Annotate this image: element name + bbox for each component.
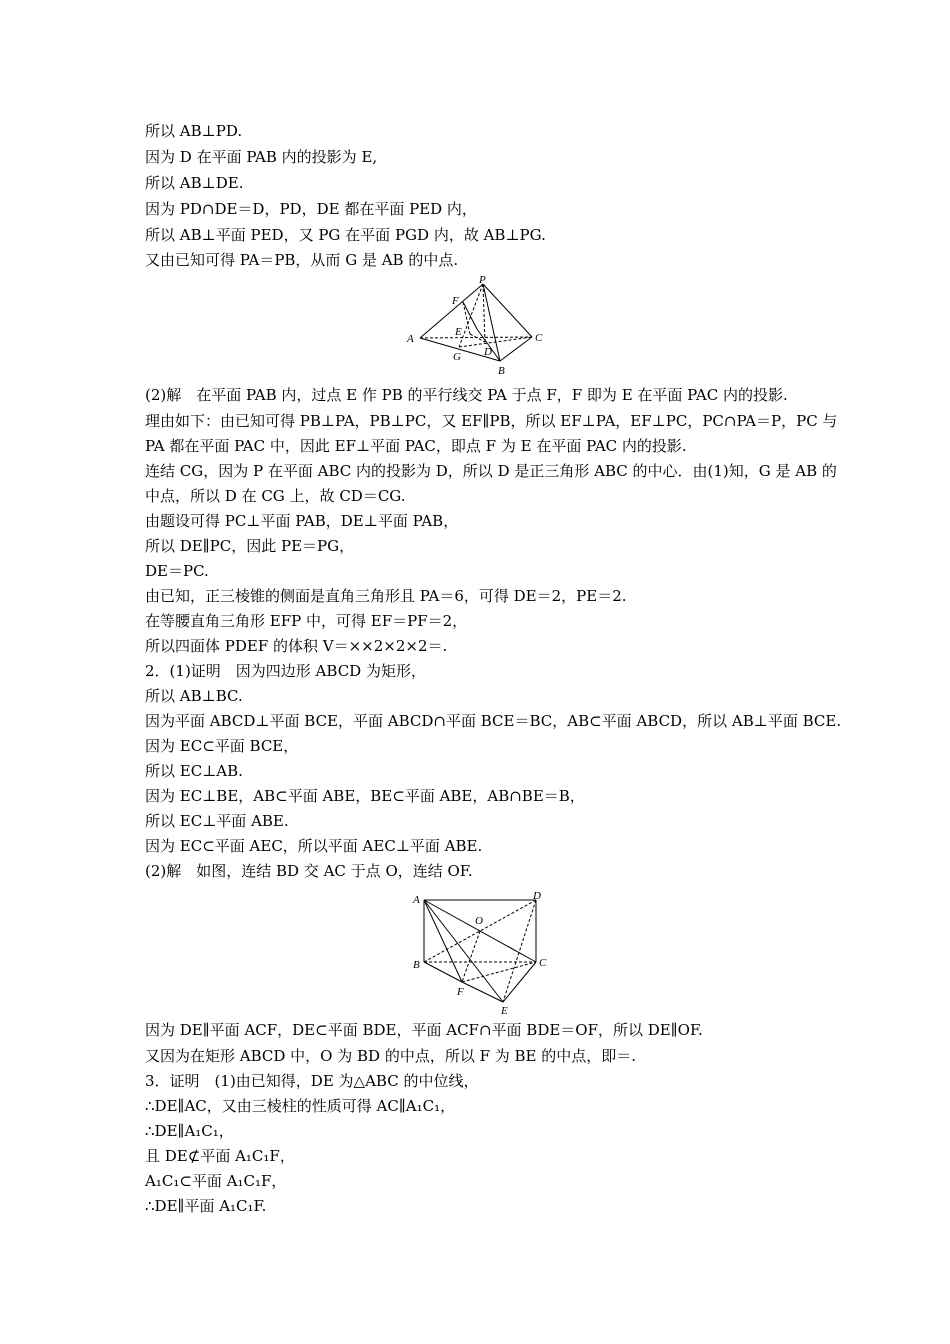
label-A: A (407, 333, 414, 345)
label-F: F (452, 295, 459, 307)
label-F: F (457, 986, 464, 998)
pyramid-figure (400, 274, 550, 380)
text-line: 因为 EC⊂平面 BCE， (145, 737, 299, 755)
text-line: ∴DE∥AC，又由三棱柱的性质可得 AC∥A₁C₁， (145, 1097, 456, 1115)
text-line: 所以 EC⊥平面 ABE. (145, 812, 289, 830)
text-line: 又因为在矩形 ABCD 中，O 为 BD 的中点，所以 F 为 BE 的中点，即＝. (145, 1047, 637, 1065)
text-line: 所以四面体 PDEF 的体积 V＝××2×2×2＝. (145, 637, 448, 655)
text-line: A₁C₁⊂平面 A₁C₁F， (145, 1172, 287, 1190)
text-line: 且 DE⊄平面 A₁C₁F， (145, 1147, 295, 1165)
label-P: P (479, 274, 486, 286)
label-C: C (535, 332, 543, 344)
text-line: 又由已知可得 PA＝PB，从而 G 是 AB 的中点. (145, 251, 459, 269)
text-line: 因为 DE∥平面 ACF，DE⊂平面 BDE，平面 ACF∩平面 BDE＝OF，所以 DE∥OF. (145, 1021, 703, 1039)
text-line: 因为 EC⊥BE，AB⊂平面 ABE，BE⊂平面 ABE，AB∩BE＝B， (145, 787, 585, 805)
text-line: (2)解 如图，连结 BD 交 AC 于点 O，连结 OF. (145, 862, 473, 880)
label-B: B (498, 365, 505, 377)
text-line: 中点，所以 D 在 CG 上，故 CD＝CG. (145, 487, 406, 505)
rectangle-figure (405, 888, 555, 1018)
text-line: 所以 AB⊥DE. (145, 174, 244, 192)
text-line: 因为平面 ABCD⊥平面 BCE，平面 ABCD∩平面 BCE＝BC，AB⊂平面 ABCD，所以 AB⊥平面 BCE. (145, 712, 842, 730)
label-E: E (501, 1005, 508, 1017)
text-line: PA 都在平面 PAC 中，因此 EF⊥平面 PAC，即点 F 为 E 在平面 PAC 内的投影. (145, 437, 687, 455)
text-line: 所以 AB⊥BC. (145, 687, 243, 705)
text-line: 因为 D 在平面 PAB 内的投影为 E, (145, 148, 378, 166)
text-line: (2)解 在平面 PAB 内，过点 E 作 PB 的平行线交 PA 于点 F，F 即为 E 在平面 PAC 内的投影. (145, 386, 788, 404)
text-line: 由题设可得 PC⊥平面 PAB，DE⊥平面 PAB， (145, 512, 459, 530)
text-line: DE＝PC. (145, 562, 209, 580)
label-C: C (539, 957, 547, 969)
label-O: O (475, 915, 483, 927)
text-line: 所以 AB⊥PD. (145, 122, 243, 140)
label-G: G (453, 351, 461, 363)
text-line: 因为 PD∩DE＝D，PD，DE 都在平面 PED 内， (145, 200, 477, 218)
text-line: 连结 CG，因为 P 在平面 ABC 内的投影为 D，所以 D 是正三角形 ABC 的中心．由(1)知，G 是 AB 的 (145, 462, 837, 480)
label-D: D (484, 346, 492, 358)
text-line: 3．证明 (1)由已知得，DE 为△ABC 的中位线， (145, 1072, 479, 1090)
label-E: E (455, 326, 462, 338)
text-line: 所以 EC⊥AB. (145, 762, 243, 780)
text-line: 所以 DE∥PC，因此 PE＝PG， (145, 537, 355, 555)
text-line: 在等腰直角三角形 EFP 中，可得 EF＝PF＝2， (145, 612, 468, 630)
text-line: 理由如下：由已知可得 PB⊥PA，PB⊥PC，又 EF∥PB，所以 EF⊥PA，EF⊥PC，PC∩PA＝P，PC 与 (145, 412, 838, 430)
text-line: ∴DE∥A₁C₁， (145, 1122, 234, 1140)
label-B: B (413, 959, 420, 971)
label-A: A (413, 894, 420, 906)
text-line: ∴DE∥平面 A₁C₁F. (145, 1197, 267, 1215)
text-line: 由已知，正三棱锥的侧面是直角三角形且 PA＝6，可得 DE＝2，PE＝2. (145, 587, 627, 605)
label-D: D (533, 890, 541, 902)
text-line: 所以 AB⊥平面 PED，又 PG 在平面 PGD 内，故 AB⊥PG. (145, 226, 546, 244)
text-line: 因为 EC⊂平面 AEC，所以平面 AEC⊥平面 ABE. (145, 837, 483, 855)
text-line: 2．(1)证明 因为四边形 ABCD 为矩形， (145, 662, 426, 680)
